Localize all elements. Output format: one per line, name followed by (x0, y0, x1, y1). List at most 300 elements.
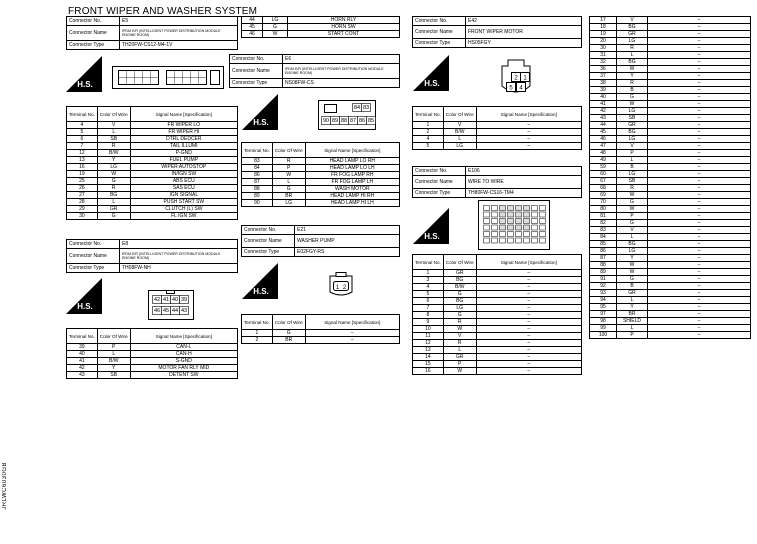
signal-cell: – (648, 87, 751, 94)
signal-cell: – (648, 80, 751, 87)
connector-info-e106 (412, 166, 582, 198)
signal-cell: ABS ECU (130, 178, 237, 185)
table-row (242, 330, 400, 337)
pin-cell (500, 212, 506, 217)
table-row (590, 311, 751, 318)
connector-face-e42 (498, 58, 534, 98)
signal-cell: CAN-H (130, 351, 237, 358)
signal-cell: – (648, 31, 751, 38)
table-row (242, 165, 400, 172)
terminal-cell: 95 (590, 304, 617, 311)
wire-color-cell: L (617, 234, 648, 241)
pin-cell (508, 232, 514, 237)
table-row (67, 171, 238, 178)
table-row (413, 354, 582, 361)
label-connector-type: Connector Type (230, 79, 283, 88)
wire-color-cell: G (97, 178, 130, 185)
terminal-cell: 47 (590, 143, 617, 150)
table-row (67, 358, 238, 365)
terminal-table-e8-continued (241, 16, 400, 38)
pin-cell (492, 219, 498, 224)
signal-cell: – (305, 330, 399, 337)
terminal-cell: 90 (242, 200, 273, 207)
terminal-cell: 36 (590, 66, 617, 73)
wire-color-cell: R (617, 45, 648, 52)
col-terminal-no: Terminal No. (242, 143, 273, 158)
wire-color-cell: SB (617, 115, 648, 122)
terminal-cell: 88 (590, 262, 617, 269)
col-terminal-no: Terminal No. (413, 107, 444, 122)
pin-label: 43 (180, 308, 188, 314)
signal-cell: – (476, 277, 581, 284)
hs-triangle-icon (66, 56, 102, 92)
signal-cell: – (648, 255, 751, 262)
table-row (590, 192, 751, 199)
terminal-cell: 19 (67, 171, 98, 178)
signal-cell: – (648, 129, 751, 136)
wire-color-cell: G (272, 186, 305, 193)
signal-cell: – (648, 234, 751, 241)
wire-color-cell: GR (617, 31, 648, 38)
terminal-cell: 83 (242, 158, 273, 165)
signal-cell: – (476, 122, 581, 129)
terminal-cell: 40 (67, 351, 98, 358)
e42-pin-4: 4 (519, 85, 523, 92)
terminal-cell: 12 (67, 150, 98, 157)
table-row (242, 179, 400, 186)
signal-cell: – (305, 337, 399, 344)
signal-cell: – (648, 262, 751, 269)
signal-cell: CLUTCH (L) SW (130, 206, 237, 213)
pin-cell (524, 212, 530, 217)
signal-cell: – (648, 304, 751, 311)
signal-cell: – (648, 108, 751, 115)
pin-label: 86 (358, 118, 366, 124)
terminal-cell: 94 (590, 297, 617, 304)
signal-cell: – (476, 312, 581, 319)
col-color-of-wire: Color Of Wire (443, 107, 476, 122)
wire-color-cell: GR (443, 354, 476, 361)
terminal-cell: 48 (590, 150, 617, 157)
table-row (242, 158, 400, 165)
terminal-cell: 7 (67, 143, 98, 150)
terminal-cell: 41 (590, 101, 617, 108)
signal-cell: – (648, 66, 751, 73)
terminal-cell: 28 (67, 199, 98, 206)
signal-cell: – (648, 318, 751, 325)
terminal-cell: 16 (413, 368, 444, 375)
signal-cell: – (476, 129, 581, 136)
connector-name: IPDM E/R (INTELLIGENT POWER DISTRIBUTION MODULE ENGINE ROOM) (120, 249, 238, 264)
terminal-cell: 18 (590, 24, 617, 31)
wire-color-cell: B (617, 164, 648, 171)
connector-no: E106 (466, 167, 582, 176)
wire-color-cell: L (443, 136, 476, 143)
wire-color-cell: W (617, 101, 648, 108)
pin-cell (484, 232, 490, 237)
label-connector-type: Connector Type (413, 39, 466, 48)
terminal-cell: 87 (242, 179, 273, 186)
terminal-cell: 39 (67, 344, 98, 351)
table-row (67, 136, 238, 143)
table-row (67, 199, 238, 206)
terminal-cell: 59 (590, 164, 617, 171)
wire-color-cell: L (272, 179, 305, 186)
table-row (590, 325, 751, 332)
wire-color-cell: SB (617, 178, 648, 185)
pin-label: 42 (153, 297, 161, 303)
terminal-cell: 91 (590, 276, 617, 283)
wire-color-cell: L (617, 52, 648, 59)
pin-cell (508, 219, 514, 224)
signal-cell: – (648, 269, 751, 276)
terminal-cell: 16 (67, 164, 98, 171)
wire-color-cell: SB (97, 136, 130, 143)
table-row (590, 276, 751, 283)
wire-color-cell: B/W (443, 284, 476, 291)
connector-info-e5 (66, 16, 238, 50)
svg-text:H.S.: H.S. (77, 80, 93, 89)
pin-label: 88 (340, 118, 348, 124)
signal-cell: P-GND (130, 150, 237, 157)
wire-color-cell: BR (272, 193, 305, 200)
wire-color-cell: G (617, 94, 648, 101)
signal-cell: – (476, 354, 581, 361)
pin-cell (500, 219, 506, 224)
wire-color-cell: GR (97, 206, 130, 213)
pin-label: 85 (367, 118, 375, 124)
signal-cell: HORN RLY (288, 17, 400, 24)
svg-text:H.S.: H.S. (253, 118, 269, 127)
terminal-cell: 70 (590, 199, 617, 206)
signal-cell: – (648, 171, 751, 178)
signal-cell: WASH MOTOR (305, 186, 399, 193)
signal-cell: – (476, 305, 581, 312)
table-row (590, 332, 751, 339)
pin-label: 84 (353, 105, 361, 111)
pin-cell (532, 238, 538, 243)
table-row (590, 59, 751, 66)
table-row (590, 297, 751, 304)
table-row (590, 262, 751, 269)
signal-cell: – (476, 143, 581, 150)
hs-triangle-icon (242, 263, 278, 299)
wire-color-cell: B (617, 87, 648, 94)
table-row (590, 248, 751, 255)
signal-cell: FL IGN SW (130, 213, 237, 220)
table-row (413, 312, 582, 319)
terminal-table-e21 (241, 314, 400, 344)
wire-color-cell: G (617, 276, 648, 283)
wire-color-cell: R (97, 143, 130, 150)
connector-info-e21 (241, 225, 400, 257)
terminal-cell: 98 (590, 318, 617, 325)
terminal-cell: 92 (590, 283, 617, 290)
terminal-cell: 86 (242, 172, 273, 179)
terminal-cell: 2 (242, 337, 273, 344)
signal-cell: – (648, 157, 751, 164)
svg-text:H.S.: H.S. (424, 232, 440, 241)
table-row (242, 24, 400, 31)
wire-color-cell: V (443, 333, 476, 340)
signal-cell: – (648, 24, 751, 31)
table-row (590, 73, 751, 80)
signal-cell: HEAD LAMP HI RH (305, 193, 399, 200)
wire-color-cell: P (443, 361, 476, 368)
wire-color-cell: BR (272, 337, 305, 344)
terminal-cell: 1 (242, 330, 273, 337)
table-row (590, 80, 751, 87)
table-row (67, 122, 238, 129)
table-row (590, 157, 751, 164)
terminal-cell: 38 (590, 80, 617, 87)
table-row (590, 213, 751, 220)
terminal-cell: 85 (590, 241, 617, 248)
wire-color-cell: LG (97, 164, 130, 171)
wire-color-cell: BR (617, 311, 648, 318)
table-row (590, 52, 751, 59)
connector-no: E5 (120, 17, 238, 26)
wire-color-cell: LG (272, 200, 305, 207)
table-row (590, 178, 751, 185)
pin-cell (484, 219, 490, 224)
pin-cell (508, 212, 514, 217)
terminal-cell: 2 (413, 129, 444, 136)
table-row (67, 213, 238, 220)
wire-color-cell: W (443, 326, 476, 333)
pin-cell (484, 212, 490, 217)
pin-cell (540, 206, 546, 211)
terminal-cell: 32 (590, 59, 617, 66)
signal-cell: IGN SIGNAL (130, 192, 237, 199)
connector-type: HS05FGY (466, 39, 582, 48)
label-connector-name: Connector Name (413, 176, 466, 189)
wire-color-cell: G (272, 330, 305, 337)
pin-cell (508, 238, 514, 243)
wire-color-cell: Y (97, 157, 130, 164)
connector-no: E6 (283, 55, 400, 64)
wire-color-cell: R (272, 158, 305, 165)
signal-cell: – (648, 59, 751, 66)
signal-cell: – (648, 178, 751, 185)
terminal-cell: 43 (590, 115, 617, 122)
signal-cell: – (476, 291, 581, 298)
page-title: FRONT WIPER AND WASHER SYSTEM (68, 6, 258, 17)
connector-no: E21 (295, 226, 400, 235)
connector-name: FRONT WIPER MOTOR (466, 26, 582, 39)
pin-cell (516, 212, 522, 217)
table-row (590, 108, 751, 115)
pin-cell (508, 206, 514, 211)
wire-color-cell: W (617, 192, 648, 199)
table-row (413, 305, 582, 312)
terminal-cell: 84 (242, 165, 273, 172)
terminal-cell: 89 (242, 193, 273, 200)
wire-color-cell: BG (617, 241, 648, 248)
terminal-cell: 40 (590, 94, 617, 101)
wire-color-cell: R (443, 319, 476, 326)
signal-cell: – (476, 319, 581, 326)
pin-cell (492, 212, 498, 217)
terminal-cell: 10 (413, 326, 444, 333)
wire-color-cell: R (617, 80, 648, 87)
signal-cell: WIPER AUTOSTOP (130, 164, 237, 171)
wire-color-cell: W (617, 66, 648, 73)
terminal-cell: 82 (590, 220, 617, 227)
terminal-cell: 43 (67, 372, 98, 379)
wire-color-cell: GR (443, 270, 476, 277)
signal-cell: – (648, 115, 751, 122)
connector-type: TH08FW-NH (120, 264, 238, 273)
terminal-cell: 46 (242, 31, 263, 38)
pin-label: 39 (180, 297, 188, 303)
table-row (67, 351, 238, 358)
wire-color-cell: P (617, 332, 648, 339)
e21-pin-2: 2 (342, 285, 347, 291)
wire-color-cell: BG (617, 24, 648, 31)
wire-color-cell: Y (97, 365, 130, 372)
signal-cell: – (648, 101, 751, 108)
wire-color-cell: P (617, 213, 648, 220)
table-row (67, 178, 238, 185)
signal-cell: – (648, 283, 751, 290)
label-connector-no: Connector No. (230, 55, 283, 64)
table-row (67, 344, 238, 351)
table-row (590, 122, 751, 129)
table-row (590, 94, 751, 101)
wire-color-cell: R (617, 185, 648, 192)
table-row (590, 129, 751, 136)
terminal-cell: 30 (590, 45, 617, 52)
wire-color-cell: R (443, 340, 476, 347)
signal-cell: – (648, 143, 751, 150)
wire-color-cell: LG (263, 17, 288, 24)
wire-color-cell: V (97, 122, 130, 129)
signal-cell: – (476, 270, 581, 277)
signal-cell: SAS ECU (130, 185, 237, 192)
signal-cell: – (648, 332, 751, 339)
table-row (590, 101, 751, 108)
signal-cell: – (648, 297, 751, 304)
terminal-cell: 9 (413, 319, 444, 326)
table-row (242, 172, 400, 179)
connector-no: E8 (120, 240, 238, 249)
signal-cell: FUEL PUMP (130, 157, 237, 164)
pin-cell (540, 232, 546, 237)
terminal-cell: 15 (413, 361, 444, 368)
label-connector-no: Connector No. (67, 17, 120, 26)
signal-cell: HEAD LAMP HI LH (305, 200, 399, 207)
pin-cell (532, 232, 538, 237)
signal-cell: – (648, 290, 751, 297)
wire-color-cell: BG (443, 277, 476, 284)
signal-cell: – (648, 192, 751, 199)
terminal-table-e42 (412, 106, 582, 150)
terminal-cell: 42 (67, 365, 98, 372)
pin-cell (516, 206, 522, 211)
label-connector-name: Connector Name (67, 249, 120, 264)
connector-name: IPDM E/R (INTELLIGENT POWER DISTRIBUTION MODULE ENGINE ROOM) (283, 64, 400, 79)
signal-cell: HEAD LAMP LO RH (305, 158, 399, 165)
table-row (590, 87, 751, 94)
e21-pin-1: 1 (335, 285, 340, 291)
table-row (590, 185, 751, 192)
table-row (590, 66, 751, 73)
table-row (590, 304, 751, 311)
col-signal-name: Signal Name [Specification] (130, 329, 237, 344)
col-color-of-wire: Color Of Wire (97, 107, 130, 122)
terminal-cell: 89 (590, 269, 617, 276)
wire-color-cell: W (617, 269, 648, 276)
terminal-cell: 3 (413, 277, 444, 284)
pin-cell (500, 206, 506, 211)
table-row (590, 206, 751, 213)
wire-color-cell: W (617, 262, 648, 269)
wire-color-cell: W (263, 31, 288, 38)
signal-cell: – (648, 241, 751, 248)
connector-name: WIRE TO WIRE (466, 176, 582, 189)
hs-triangle-icon (413, 208, 449, 244)
wire-color-cell: B (617, 283, 648, 290)
wire-color-cell: B/W (97, 358, 130, 365)
pin-cell (500, 232, 506, 237)
terminal-cell: 84 (590, 234, 617, 241)
table-row (590, 115, 751, 122)
table-row (413, 291, 582, 298)
wire-color-cell: R (97, 185, 130, 192)
e42-pin-2: 2 (514, 75, 518, 82)
table-row (67, 164, 238, 171)
signal-cell: – (648, 227, 751, 234)
signal-cell: – (648, 185, 751, 192)
signal-cell: FR WIPER HI (130, 129, 237, 136)
label-connector-name: Connector Name (67, 26, 120, 41)
wire-color-cell: G (97, 213, 130, 220)
wire-color-cell: L (97, 351, 130, 358)
terminal-cell: 5 (413, 291, 444, 298)
table-row (590, 171, 751, 178)
table-row (413, 143, 582, 150)
wire-color-cell: P (617, 150, 648, 157)
terminal-cell: 27 (67, 192, 98, 199)
pin-cell (524, 232, 530, 237)
terminal-cell: 49 (590, 157, 617, 164)
signal-cell: – (648, 136, 751, 143)
signal-cell: HEAD LAMP LO LH (305, 165, 399, 172)
table-row (590, 290, 751, 297)
wire-color-cell: SB (97, 372, 130, 379)
terminal-cell: 86 (590, 248, 617, 255)
signal-cell: – (476, 136, 581, 143)
wire-color-cell: V (443, 122, 476, 129)
terminal-cell: 20 (590, 38, 617, 45)
signal-cell: – (648, 206, 751, 213)
terminal-table-e106 (412, 254, 582, 375)
pin-label: 83 (362, 105, 370, 111)
terminal-cell: 68 (590, 185, 617, 192)
table-row (413, 368, 582, 375)
table-row (590, 255, 751, 262)
table-row (590, 199, 751, 206)
col-signal-name: Signal Name [Specification] (476, 255, 581, 270)
table-row (413, 122, 582, 129)
wire-color-cell: L (97, 129, 130, 136)
pin-cell (524, 225, 530, 230)
pin-label: 45 (162, 308, 170, 314)
terminal-cell: 97 (590, 311, 617, 318)
svg-text:H.S.: H.S. (253, 287, 269, 296)
label-connector-no: Connector No. (67, 240, 120, 249)
